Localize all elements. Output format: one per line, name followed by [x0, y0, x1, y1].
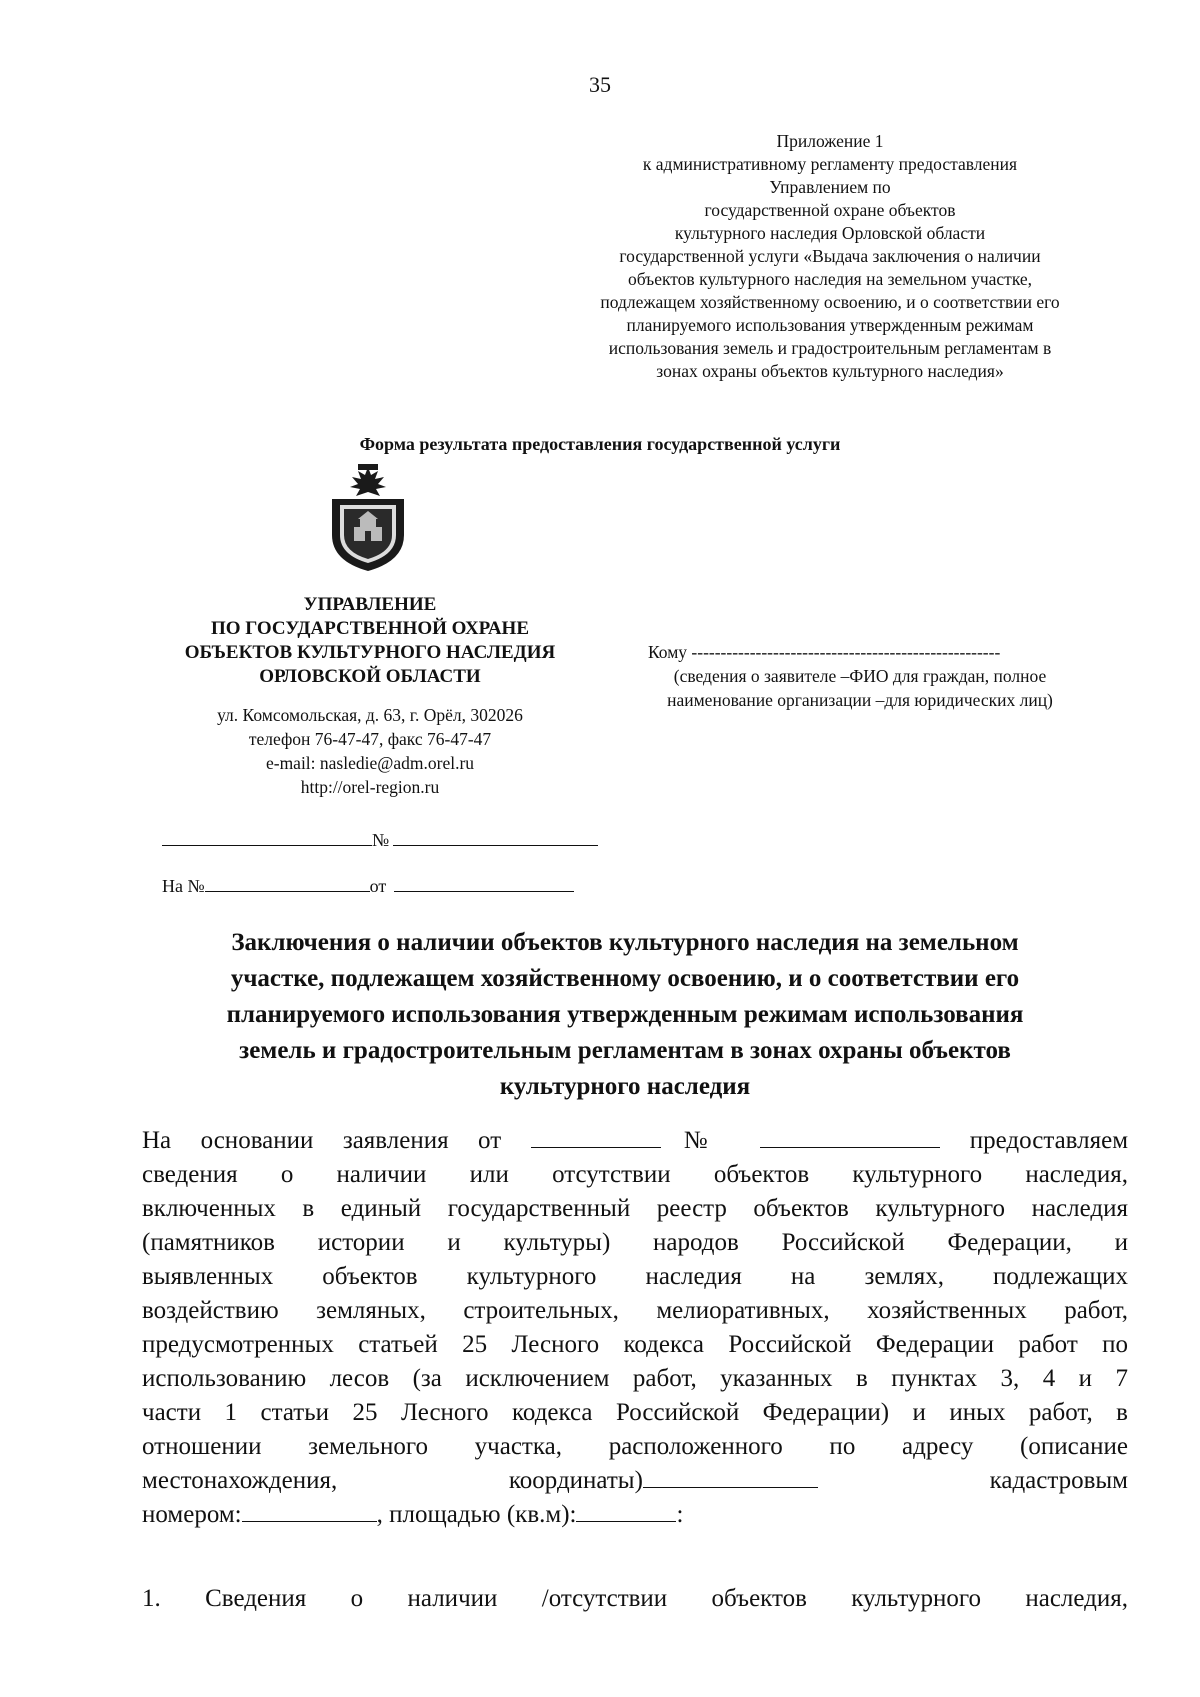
body-line: включенных в единый государственный реестр объектов культурного наследия: [142, 1195, 1128, 1222]
conclusion-title-line: планируемого использования утвержденным режимам использования: [226, 1001, 1024, 1028]
form-title: Форма результата предоставления государственной услуги: [359, 434, 841, 454]
appendix-line: использования земель и градостроительным регламентам в: [608, 338, 1052, 358]
organization-name-line: УПРАВЛЕНИЕ: [303, 594, 437, 615]
body-line: части 1 статьи 25 Лесного кодекса Российской Федерации) и иных работ, в: [142, 1399, 1128, 1426]
conclusion-title-line: участке, подлежащем хозяйственному освоению, и о соответствии его: [230, 965, 1020, 992]
cadastral-number-blank: [242, 1521, 377, 1522]
conclusion-title: [150, 925, 1100, 1105]
appendix-line: к административному регламенту предоставления: [642, 154, 1018, 174]
appendix-line: Управлением по: [769, 177, 891, 197]
conclusion-title-line: культурного наследия: [499, 1073, 751, 1100]
body-line: воздействию земляных, строительных, мелиоративных, хозяйственных работ,: [142, 1297, 1128, 1324]
appendix-line: объектов культурного наследия на земельном участке,: [627, 269, 1033, 289]
organization-name-line: ПО ГОСУДАРСТВЕННОЙ ОХРАНЕ: [210, 618, 530, 639]
body-location-label: местонахождения,: [142, 1467, 338, 1494]
appendix-header: [540, 130, 1120, 383]
reference-from-label: от: [369, 876, 387, 896]
body-line: (памятников истории и культуры) народов Российской Федерации, и: [142, 1229, 1128, 1256]
appendix-line: государственной услуги «Выдача заключения о наличии: [619, 246, 1041, 266]
recipient-block: [620, 640, 1100, 712]
body-cadastral-label: кадастровым: [989, 1467, 1129, 1494]
number-sign: №: [372, 830, 390, 850]
body-provide-label: предоставляем: [969, 1127, 1129, 1154]
recipient-hint-line: наименование организации –для юридических лиц): [667, 690, 1053, 710]
appendix-line: государственной охране объектов: [704, 200, 956, 220]
reference-label: На №: [162, 876, 205, 896]
page-number: 35: [589, 72, 611, 97]
recipient-hint-line: (сведения о заявителе –ФИО для граждан, полное: [673, 666, 1047, 686]
number-blank-line: [393, 845, 598, 846]
body-line: [142, 1498, 1128, 1532]
body-application-label: На основании заявления от: [142, 1127, 502, 1154]
body-coordinates-label: координаты): [508, 1467, 643, 1494]
reference-row: [162, 876, 574, 897]
recipient-to-line: Кому -----------------------------------------------------: [648, 642, 1001, 662]
appendix-line: культурного наследия Орловской области: [674, 223, 986, 243]
application-date-blank: [531, 1147, 661, 1148]
conclusion-title-line: Заключения о наличии объектов культурного наследия на земельном: [231, 929, 1019, 956]
body-line: [142, 1124, 1128, 1158]
number-sign: №: [660, 1127, 731, 1154]
list-item-one: 1. Сведения о наличии /отсутствии объектов культурного наследия,: [142, 1585, 1128, 1612]
body-colon: :: [676, 1501, 684, 1528]
body-line: отношении земельного участка, расположенного по адресу (описание: [142, 1433, 1128, 1460]
appendix-line: Приложение 1: [776, 131, 884, 151]
appendix-line: планируемого использования утвержденным режимам: [626, 315, 1034, 335]
body-line: [142, 1464, 1128, 1498]
organization-block: [150, 593, 590, 799]
organization-address: ул. Комсомольская, д. 63, г. Орёл, 302026: [217, 705, 523, 725]
outgoing-number-row: [162, 830, 598, 851]
body-line: сведения о наличии или отсутствии объектов культурного наследия,: [142, 1161, 1128, 1188]
appendix-line: подлежащем хозяйственному освоению, и о соответствии его: [600, 292, 1060, 312]
body-number-label: номером:: [142, 1501, 242, 1528]
body-line: предусмотренных статьей 25 Лесного кодекса Российской Федерации работ по: [142, 1331, 1128, 1358]
organization-website: http://orel-region.ru: [300, 777, 440, 797]
body-area-label: , площадью (кв.м):: [376, 1501, 577, 1528]
appendix-line: зонах охраны объектов культурного наследия»: [656, 361, 1004, 381]
conclusion-title-line: земель и градостроительным регламентам в зонах охраны объектов: [239, 1037, 1011, 1064]
body-line: использованию лесов (за исключением работ, указанных в пунктах 3, 4 и 7: [142, 1365, 1128, 1392]
organization-name-line: ОРЛОВСКОЙ ОБЛАСТИ: [259, 666, 481, 687]
reference-number-blank-line: [205, 891, 370, 892]
coat-of-arms-icon: [318, 463, 418, 573]
date-blank-line: [162, 845, 372, 846]
reference-date-blank-line: [394, 891, 574, 892]
application-number-blank: [760, 1147, 940, 1148]
organization-phone: телефон 76-47-47, факс 76-47-47: [248, 729, 492, 749]
organization-name-line: ОБЪЕКТОВ КУЛЬТУРНОГО НАСЛЕДИЯ: [184, 642, 556, 663]
coordinates-blank: [643, 1487, 818, 1488]
organization-email: e-mail: nasledie@adm.orel.ru: [265, 753, 475, 773]
area-blank: [576, 1521, 676, 1522]
body-paragraph: [142, 1124, 1128, 1532]
body-line: выявленных объектов культурного наследия на землях, подлежащих: [142, 1263, 1128, 1290]
